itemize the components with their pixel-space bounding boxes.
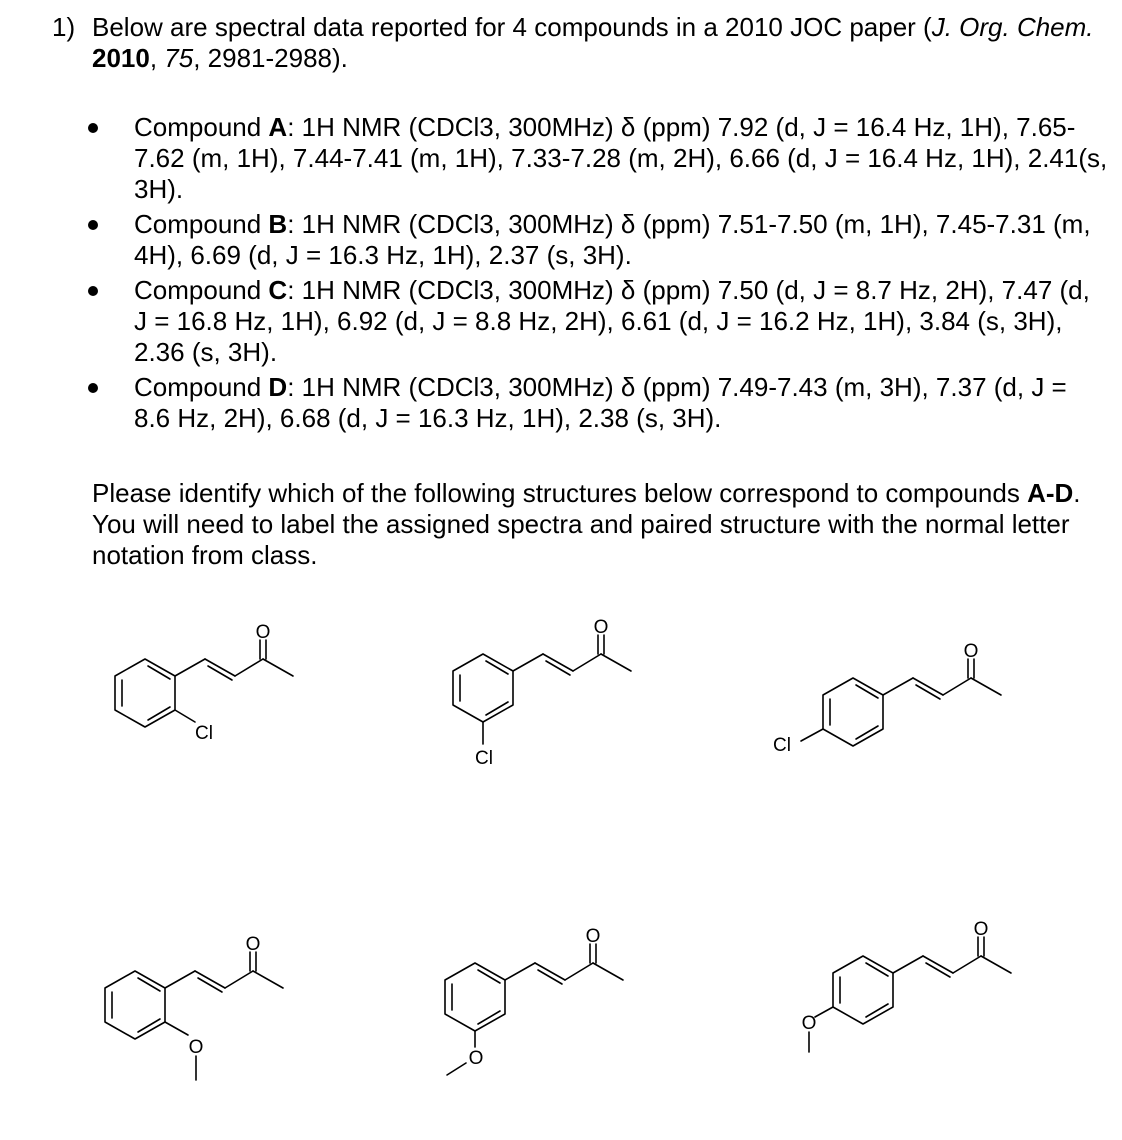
nmr-data: : 1H NMR (CDCl3, 300MHz) δ (ppm) 7.51-7.50 (m, 1H), 7.45-7.31 (m, 4H), 6.69 (d, J = 16.3 Hz, 1H), 2.37 (s, 3H). [134,209,1091,270]
structure-meta-chloro [453,635,631,744]
compound-c: Compound C: 1H NMR (CDCl3, 300MHz) δ (ppm) 7.50 (d, J = 8.7 Hz, 2H), 7.47 (d, J = 16.8 Hz, 1H), 6.92 (d, J = 8.8 Hz, 2H), 6.61 (d, J = 16.2 Hz, 1H), 3.84 (s, 3H), 2.36 (s, 3H). [88,275,1108,368]
question-header [52,12,1102,74]
structure-para-methoxy [809,937,1011,1052]
structure-ortho-methoxy [105,952,283,1080]
compound-a: Compound A: 1H NMR (CDCl3, 300MHz) δ (ppm) 7.92 (d, J = 16.4 Hz, 1H), 7.65-7.62 (m, 1H), 7.44-7.41 (m, 1H), 7.33-7.28 (m, 2H), 6.66 (d, J = 16.4 Hz, 1H), 2.41(s, 3H). [88,112,1108,205]
structure-para-chloro [801,659,1001,746]
atom-cl: Cl [475,748,493,769]
compound-list [88,112,1108,438]
nmr-data: : 1H NMR (CDCl3, 300MHz) δ (ppm) 7.49-7.43 (m, 3H), 7.37 (d, J = 8.6 Hz, 2H), 6.68 (d, J = 16.3 Hz, 1H), 2.38 (s, 3H). [134,372,1067,433]
nmr-data: : 1H NMR (CDCl3, 300MHz) δ (ppm) 7.50 (d, J = 8.7 Hz, 2H), 7.47 (d, J = 16.8 Hz, 1H), 6.92 (d, J = 8.8 Hz, 2H), 6.61 (d, J = 16.2 Hz, 1H), 3.84 (s, 3H), 2.36 (s, 3H). [134,275,1090,367]
compound-d: Compound D: 1H NMR (CDCl3, 300MHz) δ (ppm) 7.49-7.43 (m, 3H), 7.37 (d, J = 8.6 Hz, 2H), 6.68 (d, J = 16.3 Hz, 1H), 2.38 (s, 3H). [88,372,1108,434]
atom-o: O [593,617,609,638]
bullet [88,123,98,133]
nmr-data: : 1H NMR (CDCl3, 300MHz) δ (ppm) 7.92 (d, J = 16.4 Hz, 1H), 7.65-7.62 (m, 1H), 7.44-7.41 (m, 1H), 7.33-7.28 (m, 2H), 6.66 (d, J = 16.4 Hz, 1H), 2.41(s, 3H). [134,112,1108,204]
atom-o: O [255,622,271,643]
atom-o: O [801,1013,817,1034]
question-number: 1) [52,12,76,42]
instructions: Please identify which of the following structures below correspond to compounds A-D. You will need to label the assigned spectra and paired structure with the normal letter notation from class. [92,478,1081,570]
atom-cl: Cl [195,723,213,744]
compound-letter: D [268,372,288,402]
atom-o: O [973,919,989,940]
compound-range: A-D [1027,478,1074,508]
compound-b: Compound B: 1H NMR (CDCl3, 300MHz) δ (ppm) 7.51-7.50 (m, 1H), 7.45-7.31 (m, 4H), 6.69 (d, J = 16.3 Hz, 1H), 2.37 (s, 3H). [88,209,1108,271]
atom-o: O [963,641,979,662]
compound-letter: A [268,112,288,142]
journal-year: 2010 [92,43,150,73]
structure-ortho-chloro [115,640,293,727]
atom-cl: Cl [773,735,791,756]
compound-letter: B [268,209,288,239]
bullet [88,220,98,230]
question-text: Below are spectral data reported for 4 compounds in a 2010 JOC paper (J. Org. Chem. 2010, 75, 2981-2988). [92,12,1094,73]
atom-o: O [245,934,261,955]
atom-o: O [585,926,601,947]
atom-o: O [188,1037,204,1058]
journal-pages: , 2981-2988). [193,43,348,73]
atom-o: O [468,1048,484,1069]
compound-letter: C [268,275,288,305]
bullet [88,383,98,393]
structures-figure [0,590,1122,1110]
journal-name: J. Org. Chem. [931,12,1094,42]
journal-volume: 75 [164,43,194,73]
bullet [88,286,98,296]
